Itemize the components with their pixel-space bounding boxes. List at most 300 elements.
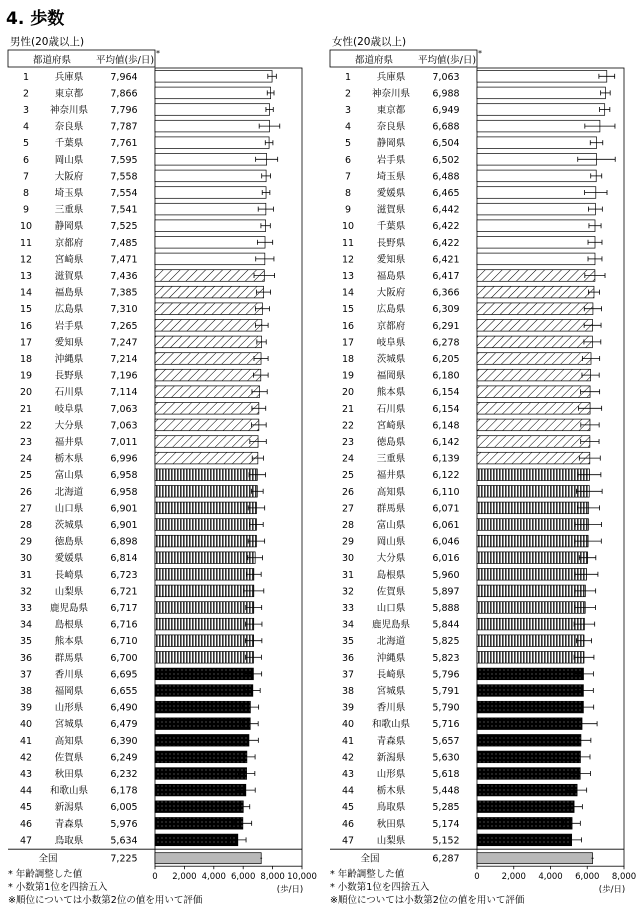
pref-label: 新潟県 bbox=[54, 802, 84, 814]
value-label: 6,502 bbox=[432, 154, 460, 166]
bar bbox=[477, 685, 583, 697]
bar bbox=[155, 419, 259, 431]
bar bbox=[155, 618, 254, 630]
bar bbox=[477, 419, 590, 431]
header-mean: 平均値(歩/日) bbox=[95, 55, 155, 66]
value-label: 7,247 bbox=[110, 337, 138, 349]
rank-label: 44 bbox=[19, 785, 33, 797]
value-label: 6,721 bbox=[110, 586, 138, 598]
value-label: 6,716 bbox=[110, 619, 138, 631]
bar bbox=[155, 818, 243, 830]
bar bbox=[155, 253, 265, 265]
rank-label: 43 bbox=[19, 769, 33, 780]
rank-label: 14 bbox=[19, 287, 33, 299]
pref-label: 石川県 bbox=[376, 403, 406, 415]
value-label: 5,791 bbox=[432, 686, 460, 697]
rank-label: 1 bbox=[344, 71, 352, 83]
rank-label: 33 bbox=[341, 603, 355, 614]
x-tick-label: 8,000 bbox=[611, 872, 637, 883]
total-label: 全国 bbox=[38, 853, 58, 865]
rank-label: 35 bbox=[341, 636, 355, 648]
pref-label: 群馬県 bbox=[54, 652, 84, 664]
value-label: 6,814 bbox=[110, 553, 138, 565]
value-label: 7,063 bbox=[110, 420, 138, 432]
pref-label: 佐賀県 bbox=[376, 586, 406, 598]
pref-label: 岩手県 bbox=[376, 154, 406, 166]
rank-label: 10 bbox=[341, 221, 355, 233]
value-label: 7,011 bbox=[110, 437, 138, 448]
pref-label: 山口県 bbox=[376, 603, 406, 614]
pref-label: 高知県 bbox=[54, 735, 84, 747]
bar bbox=[155, 668, 253, 680]
rank-label: 4 bbox=[344, 121, 352, 133]
bar bbox=[155, 436, 258, 448]
value-label: 6,417 bbox=[432, 271, 460, 282]
pref-label: 広島県 bbox=[54, 304, 84, 316]
rank-label: 13 bbox=[341, 271, 355, 282]
rank-label: 38 bbox=[19, 686, 33, 697]
bar bbox=[155, 237, 265, 249]
value-label: 6,122 bbox=[432, 470, 460, 482]
bar bbox=[477, 187, 596, 199]
pref-label: 石川県 bbox=[54, 387, 84, 399]
pref-label: 青森県 bbox=[54, 818, 84, 830]
bar bbox=[477, 784, 577, 796]
pref-label: 神奈川県 bbox=[371, 88, 411, 100]
rank-label: 6 bbox=[344, 154, 352, 166]
bar bbox=[477, 386, 590, 398]
pref-label: 山梨県 bbox=[54, 586, 84, 598]
bar bbox=[155, 403, 259, 415]
pref-label: 徳島県 bbox=[376, 437, 406, 448]
bar bbox=[155, 187, 266, 199]
rank-label: 16 bbox=[341, 320, 355, 332]
bar bbox=[155, 270, 264, 282]
value-label: 5,285 bbox=[432, 802, 460, 814]
value-label: 5,976 bbox=[110, 818, 138, 830]
rank-label: 23 bbox=[19, 437, 33, 448]
header-asterisk: * bbox=[478, 49, 482, 58]
pref-label: 奈良県 bbox=[376, 121, 406, 133]
value-label: 7,964 bbox=[110, 71, 138, 83]
bar bbox=[155, 137, 269, 149]
bar bbox=[155, 685, 253, 697]
pref-label: 神奈川県 bbox=[49, 105, 89, 116]
rank-label: 25 bbox=[341, 470, 355, 482]
pref-label: 愛媛県 bbox=[376, 188, 406, 199]
bar bbox=[155, 336, 262, 348]
bar bbox=[155, 154, 267, 166]
value-label: 6,154 bbox=[432, 403, 460, 415]
value-label: 6,490 bbox=[110, 702, 138, 714]
value-label: 7,114 bbox=[110, 387, 138, 399]
value-label: 6,366 bbox=[432, 287, 460, 299]
pref-label: 秋田県 bbox=[376, 818, 406, 830]
value-label: 6,723 bbox=[110, 569, 138, 581]
rank-label: 40 bbox=[19, 719, 33, 731]
bar bbox=[155, 735, 249, 747]
value-label: 7,761 bbox=[110, 138, 138, 150]
value-label: 5,888 bbox=[432, 603, 460, 614]
chart-title: 男性(20歳以上) bbox=[10, 36, 85, 48]
pref-label: 鳥取県 bbox=[54, 835, 84, 847]
value-label: 5,152 bbox=[432, 835, 460, 847]
rank-label: 18 bbox=[341, 354, 355, 365]
value-label: 7,265 bbox=[110, 320, 138, 332]
pref-label: 福島県 bbox=[54, 287, 84, 299]
bar bbox=[477, 569, 587, 581]
rank-label: 9 bbox=[344, 204, 352, 216]
rank-label: 11 bbox=[19, 237, 33, 249]
value-label: 6,688 bbox=[432, 121, 460, 133]
pref-label: 滋賀県 bbox=[376, 204, 406, 216]
value-label: 6,710 bbox=[110, 636, 138, 648]
pref-label: 静岡県 bbox=[376, 138, 406, 150]
bar bbox=[477, 735, 581, 747]
pref-label: 新潟県 bbox=[376, 752, 406, 764]
bar bbox=[477, 469, 589, 481]
value-label: 6,958 bbox=[110, 470, 138, 482]
header-mean: 平均値(歩/日) bbox=[417, 55, 477, 66]
pref-label: 長野県 bbox=[376, 237, 406, 249]
rank-label: 8 bbox=[344, 188, 352, 199]
bar bbox=[477, 403, 590, 415]
bar bbox=[155, 386, 260, 398]
value-label: 5,960 bbox=[432, 569, 460, 581]
bar bbox=[477, 303, 593, 315]
value-label: 7,196 bbox=[110, 370, 138, 382]
pref-label: 大分県 bbox=[54, 420, 84, 432]
bar bbox=[155, 535, 256, 547]
pref-label: 三重県 bbox=[376, 453, 406, 465]
rank-label: 1 bbox=[22, 71, 30, 83]
value-label: 6,309 bbox=[432, 304, 460, 316]
pref-label: 岐阜県 bbox=[376, 337, 406, 349]
x-tick-label: 2,000 bbox=[501, 872, 526, 883]
rank-label: 25 bbox=[19, 470, 33, 482]
female-steps-chart bbox=[322, 0, 640, 911]
value-label: 6,249 bbox=[110, 752, 138, 764]
rank-label: 32 bbox=[341, 586, 355, 598]
pref-label: 富山県 bbox=[376, 520, 406, 531]
pref-label: 群馬県 bbox=[376, 503, 406, 515]
value-label: 5,634 bbox=[110, 835, 138, 847]
value-label: 7,796 bbox=[110, 105, 138, 116]
rank-label: 46 bbox=[341, 818, 355, 830]
bar bbox=[155, 552, 255, 564]
pref-label: 香川県 bbox=[54, 669, 84, 681]
pref-label: 和歌山県 bbox=[371, 719, 411, 731]
rank-label: 41 bbox=[341, 735, 355, 747]
bar bbox=[477, 286, 594, 298]
value-label: 6,205 bbox=[432, 354, 460, 365]
bar bbox=[477, 502, 589, 514]
bar bbox=[155, 203, 266, 215]
bar bbox=[477, 519, 588, 531]
value-label: 7,787 bbox=[110, 121, 138, 133]
value-label: 6,465 bbox=[432, 188, 460, 199]
value-label: 6,504 bbox=[432, 138, 460, 150]
pref-label: 大分県 bbox=[376, 553, 406, 565]
bar bbox=[477, 137, 597, 149]
rank-label: 23 bbox=[341, 437, 355, 448]
pref-label: 香川県 bbox=[376, 702, 406, 714]
bar bbox=[155, 768, 247, 780]
rank-label: 24 bbox=[341, 453, 355, 465]
pref-label: 福岡県 bbox=[376, 370, 406, 382]
pref-label: 福島県 bbox=[376, 271, 406, 282]
bar bbox=[477, 818, 572, 830]
x-tick-label: 10,000 bbox=[287, 872, 317, 883]
value-label: 6,479 bbox=[110, 719, 138, 731]
bar bbox=[155, 320, 262, 332]
bar bbox=[155, 71, 272, 83]
pref-label: 埼玉県 bbox=[54, 188, 84, 199]
rank-label: 39 bbox=[341, 702, 355, 714]
rank-label: 20 bbox=[341, 387, 355, 399]
bar bbox=[155, 519, 256, 531]
rank-label: 14 bbox=[341, 287, 355, 299]
note-line: ※順位については小数第2位の値を用いて評価 bbox=[8, 895, 203, 906]
value-label: 5,174 bbox=[432, 818, 460, 830]
bar bbox=[477, 585, 585, 597]
bar bbox=[477, 203, 595, 215]
rank-label: 42 bbox=[19, 752, 33, 764]
value-label: 5,657 bbox=[432, 735, 460, 747]
pref-label: 山口県 bbox=[54, 503, 84, 515]
pref-label: 埼玉県 bbox=[376, 171, 406, 183]
bar bbox=[477, 652, 584, 664]
bar bbox=[477, 170, 596, 182]
bar bbox=[477, 220, 595, 232]
value-label: 7,063 bbox=[432, 71, 460, 83]
total-value: 6,287 bbox=[432, 853, 460, 865]
pref-label: 福岡県 bbox=[54, 686, 84, 697]
pref-label: 福井県 bbox=[54, 437, 84, 448]
value-label: 6,110 bbox=[432, 486, 460, 498]
value-label: 6,278 bbox=[432, 337, 460, 349]
rank-label: 41 bbox=[19, 735, 33, 747]
value-label: 6,655 bbox=[110, 686, 138, 697]
value-label: 6,139 bbox=[432, 453, 460, 465]
pref-label: 佐賀県 bbox=[54, 752, 84, 764]
value-label: 7,471 bbox=[110, 254, 138, 266]
bar bbox=[477, 369, 591, 381]
rank-label: 26 bbox=[19, 486, 33, 498]
bar bbox=[155, 220, 266, 232]
pref-label: 山梨県 bbox=[376, 835, 406, 847]
pref-label: 東京都 bbox=[376, 105, 406, 116]
rank-label: 28 bbox=[341, 520, 355, 531]
value-label: 6,291 bbox=[432, 320, 460, 332]
value-label: 6,046 bbox=[432, 536, 460, 548]
pref-label: 長野県 bbox=[54, 370, 84, 382]
value-label: 6,717 bbox=[110, 603, 138, 614]
bar bbox=[155, 303, 262, 315]
bar bbox=[155, 120, 269, 132]
pref-label: 栃木県 bbox=[54, 453, 84, 465]
pref-label: 栃木県 bbox=[376, 785, 406, 797]
value-label: 7,436 bbox=[110, 271, 138, 282]
rank-label: 16 bbox=[19, 320, 33, 332]
pref-label: 富山県 bbox=[54, 470, 84, 482]
rank-label: 9 bbox=[22, 204, 30, 216]
rank-label: 37 bbox=[341, 669, 355, 681]
pref-label: 岡山県 bbox=[376, 536, 406, 548]
pref-label: 東京都 bbox=[54, 88, 84, 100]
rank-label: 2 bbox=[344, 88, 352, 100]
rank-label: 8 bbox=[22, 188, 30, 199]
bar bbox=[477, 486, 589, 498]
value-label: 5,448 bbox=[432, 785, 460, 797]
rank-label: 34 bbox=[19, 619, 33, 631]
pref-label: 岩手県 bbox=[54, 320, 84, 332]
pref-label: 宮城県 bbox=[376, 686, 406, 697]
rank-label: 24 bbox=[19, 453, 33, 465]
rank-label: 15 bbox=[341, 304, 355, 316]
total-value: 7,225 bbox=[110, 853, 138, 865]
pref-label: 大阪府 bbox=[54, 171, 84, 183]
bar bbox=[155, 452, 258, 464]
value-label: 6,422 bbox=[432, 237, 460, 249]
bar bbox=[477, 552, 588, 564]
bar bbox=[155, 286, 264, 298]
rank-label: 26 bbox=[341, 486, 355, 498]
value-label: 5,790 bbox=[432, 702, 460, 714]
note-line: * 小数第1位を四捨五入 bbox=[8, 882, 108, 893]
x-tick-label: 8,000 bbox=[260, 872, 285, 883]
male-notes bbox=[8, 868, 202, 907]
rank-label: 18 bbox=[19, 354, 33, 365]
rank-label: 20 bbox=[19, 387, 33, 399]
bar bbox=[155, 486, 257, 498]
value-label: 7,554 bbox=[110, 188, 138, 199]
value-label: 7,525 bbox=[110, 221, 138, 233]
value-label: 6,422 bbox=[432, 221, 460, 233]
pref-label: 徳島県 bbox=[54, 536, 84, 548]
rank-label: 40 bbox=[341, 719, 355, 731]
total-bar bbox=[477, 853, 593, 864]
value-label: 6,488 bbox=[432, 171, 460, 183]
rank-label: 27 bbox=[341, 503, 355, 515]
pref-label: 愛知県 bbox=[376, 254, 406, 266]
value-label: 6,700 bbox=[110, 652, 138, 664]
note-line: * 年齢調整した値 bbox=[330, 869, 405, 880]
value-label: 6,988 bbox=[432, 88, 460, 100]
value-label: 6,178 bbox=[110, 785, 138, 797]
value-label: 7,595 bbox=[110, 154, 138, 166]
bar bbox=[155, 170, 266, 182]
value-label: 7,214 bbox=[110, 354, 138, 365]
value-label: 6,898 bbox=[110, 536, 138, 548]
rank-label: 19 bbox=[341, 370, 355, 382]
rank-label: 12 bbox=[341, 254, 355, 266]
rank-label: 42 bbox=[341, 752, 355, 764]
bar bbox=[477, 768, 580, 780]
value-label: 6,180 bbox=[432, 370, 460, 382]
pref-label: 熊本県 bbox=[54, 636, 84, 648]
pref-label: 青森県 bbox=[376, 735, 406, 747]
pref-label: 熊本県 bbox=[376, 387, 406, 399]
pref-label: 鹿児島県 bbox=[49, 603, 89, 614]
pref-label: 和歌山県 bbox=[49, 785, 89, 797]
rank-label: 36 bbox=[19, 652, 33, 664]
value-label: 5,796 bbox=[432, 669, 460, 681]
value-label: 6,061 bbox=[432, 520, 460, 531]
pref-label: 山形県 bbox=[54, 702, 84, 714]
x-tick-label: 6,000 bbox=[231, 872, 256, 883]
rank-label: 4 bbox=[22, 121, 30, 133]
value-label: 7,310 bbox=[110, 304, 138, 316]
rank-label: 7 bbox=[22, 171, 30, 183]
value-label: 6,958 bbox=[110, 486, 138, 498]
rank-label: 15 bbox=[19, 304, 33, 316]
pref-label: 千葉県 bbox=[54, 138, 84, 150]
page-title: 4. 歩数 bbox=[6, 9, 65, 29]
pref-label: 宮城県 bbox=[54, 719, 84, 731]
rank-label: 21 bbox=[19, 403, 33, 415]
bar bbox=[155, 652, 253, 664]
pref-label: 千葉県 bbox=[376, 221, 406, 233]
rank-label: 29 bbox=[341, 536, 355, 548]
pref-label: 岐阜県 bbox=[54, 403, 84, 415]
bar bbox=[477, 253, 595, 265]
rank-label: 37 bbox=[19, 669, 33, 681]
value-label: 7,866 bbox=[110, 88, 138, 100]
value-label: 6,005 bbox=[110, 802, 138, 814]
rank-label: 45 bbox=[19, 802, 33, 814]
rank-label: 21 bbox=[341, 403, 355, 415]
pref-label: 兵庫県 bbox=[376, 71, 406, 83]
bar bbox=[477, 436, 590, 448]
bar bbox=[155, 701, 250, 713]
rank-label: 2 bbox=[22, 88, 30, 100]
value-label: 6,154 bbox=[432, 387, 460, 399]
bar bbox=[477, 701, 583, 713]
x-tick-label: 4,000 bbox=[538, 872, 563, 883]
x-tick-label: 0 bbox=[474, 872, 480, 883]
pref-label: 秋田県 bbox=[54, 769, 84, 780]
value-label: 7,063 bbox=[110, 403, 138, 415]
bar bbox=[155, 369, 261, 381]
value-label: 6,996 bbox=[110, 453, 138, 465]
rank-label: 13 bbox=[19, 271, 33, 282]
note-line: ※順位については小数第2位の値を用いて評価 bbox=[330, 895, 525, 906]
bar bbox=[477, 751, 580, 763]
bar bbox=[477, 801, 574, 813]
bar bbox=[155, 602, 254, 614]
bar bbox=[155, 801, 243, 813]
rank-label: 35 bbox=[19, 636, 33, 648]
header-pref: 都道府県 bbox=[32, 55, 72, 66]
rank-label: 12 bbox=[19, 254, 33, 266]
header-asterisk: * bbox=[156, 49, 160, 58]
pref-label: 京都府 bbox=[376, 320, 406, 332]
bar bbox=[477, 602, 585, 614]
rank-label: 39 bbox=[19, 702, 33, 714]
bar bbox=[477, 535, 588, 547]
bar bbox=[477, 87, 605, 99]
value-label: 6,390 bbox=[110, 735, 138, 747]
rank-label: 31 bbox=[19, 569, 33, 581]
bar bbox=[477, 336, 592, 348]
value-label: 7,558 bbox=[110, 171, 138, 183]
pref-label: 兵庫県 bbox=[54, 71, 84, 83]
x-tick-label: 0 bbox=[152, 872, 158, 883]
bar bbox=[155, 87, 271, 99]
pref-label: 三重県 bbox=[54, 204, 84, 216]
bar bbox=[477, 237, 595, 249]
